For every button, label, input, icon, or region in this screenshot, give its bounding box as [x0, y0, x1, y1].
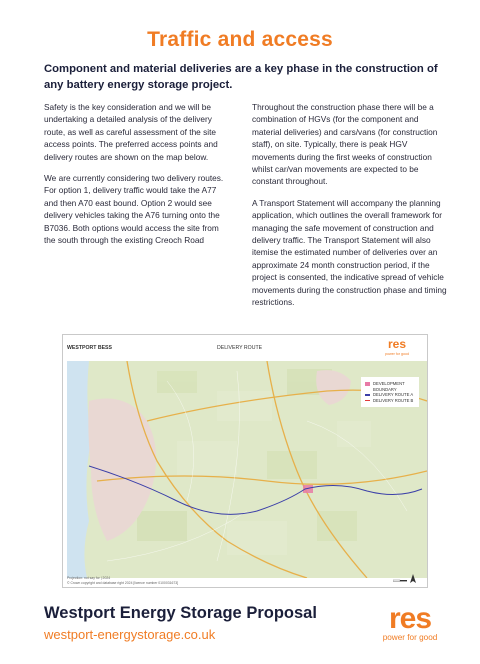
footer-logo-tagline: power for good	[382, 633, 438, 642]
legend-label-route-a: DELIVERY ROUTE A	[373, 392, 414, 398]
left-paragraph-2: We are currently considering two delivery routes. For option 1, delivery traffic would take the A77 and then A70 east bound. Option 2 would see delivery vehicles taking the A76 turning onto the B7036. Both options would access the site from the south through the existing Creoch Road	[44, 173, 224, 246]
footer-logo-text: res	[388, 602, 432, 635]
lead-paragraph: Component and material deliveries are a key phase in the construction of any battery energy storage project.	[44, 63, 438, 91]
map-header	[63, 335, 427, 359]
legend-label-boundary: DEVELOPMENT BOUNDARY	[373, 381, 405, 392]
right-column	[252, 101, 448, 318]
website-link[interactable]: westport-energystorage.co.uk	[44, 627, 216, 642]
left-paragraph-1: Safety is the key consideration and we will be undertaking a detailed analysis of the delivery route, as well as careful assessment of the site access points. The preferred access points and delivery routes are shown on the map below.	[44, 102, 218, 162]
map-footnote	[67, 576, 217, 585]
delivery-route-map	[62, 334, 428, 588]
legend-label-route-b: DELIVERY ROUTE B	[373, 397, 414, 403]
map-logo-text: res	[387, 337, 407, 351]
north-arrow-icon	[393, 573, 419, 585]
legend-swatch-route-a	[365, 394, 370, 396]
right-paragraph-2: A Transport Statement will accompany the planning application, which outlines the overall framework for managing the safe movement of construction and delivery traffic. The Transport Statement will also itemise the estimated number of deliveries over an approximate 24 month construction period, if the project is consented, the indicative spread of vehicle movements during the construction phase and timing restrictions.	[252, 197, 447, 308]
legend-item-route-b	[365, 398, 415, 404]
legend-swatch-boundary	[365, 382, 370, 386]
res-logo	[372, 600, 448, 644]
map-subtitle: DELIVERY ROUTE	[217, 345, 263, 351]
left-column	[44, 101, 232, 255]
res-logo-small	[377, 337, 417, 357]
page-title: Traffic and access	[147, 28, 333, 51]
map-logo-tagline: power for good	[385, 352, 409, 356]
map-legend	[361, 377, 419, 407]
footer-title: Westport Energy Storage Proposal	[44, 604, 317, 622]
map-footnote-line-1: Projection: not say for | 2024	[67, 576, 111, 581]
legend-item-boundary	[365, 381, 415, 392]
legend-swatch-route-b	[365, 400, 370, 402]
right-paragraph-1: Throughout the construction phase there will be a combination of HGVs (for the component and material deliveries) and cars/vans (for construction staff), on site. Typically, there is peak HGV movements during the first weeks of construction whilst car/van movements are expected to be constant throughout.	[252, 102, 438, 187]
map-footnote-line-2: © Crown copyright and database right 2024 [licence number 0100031673]	[67, 580, 179, 585]
map-title: WESTPORT BESS	[67, 345, 112, 351]
